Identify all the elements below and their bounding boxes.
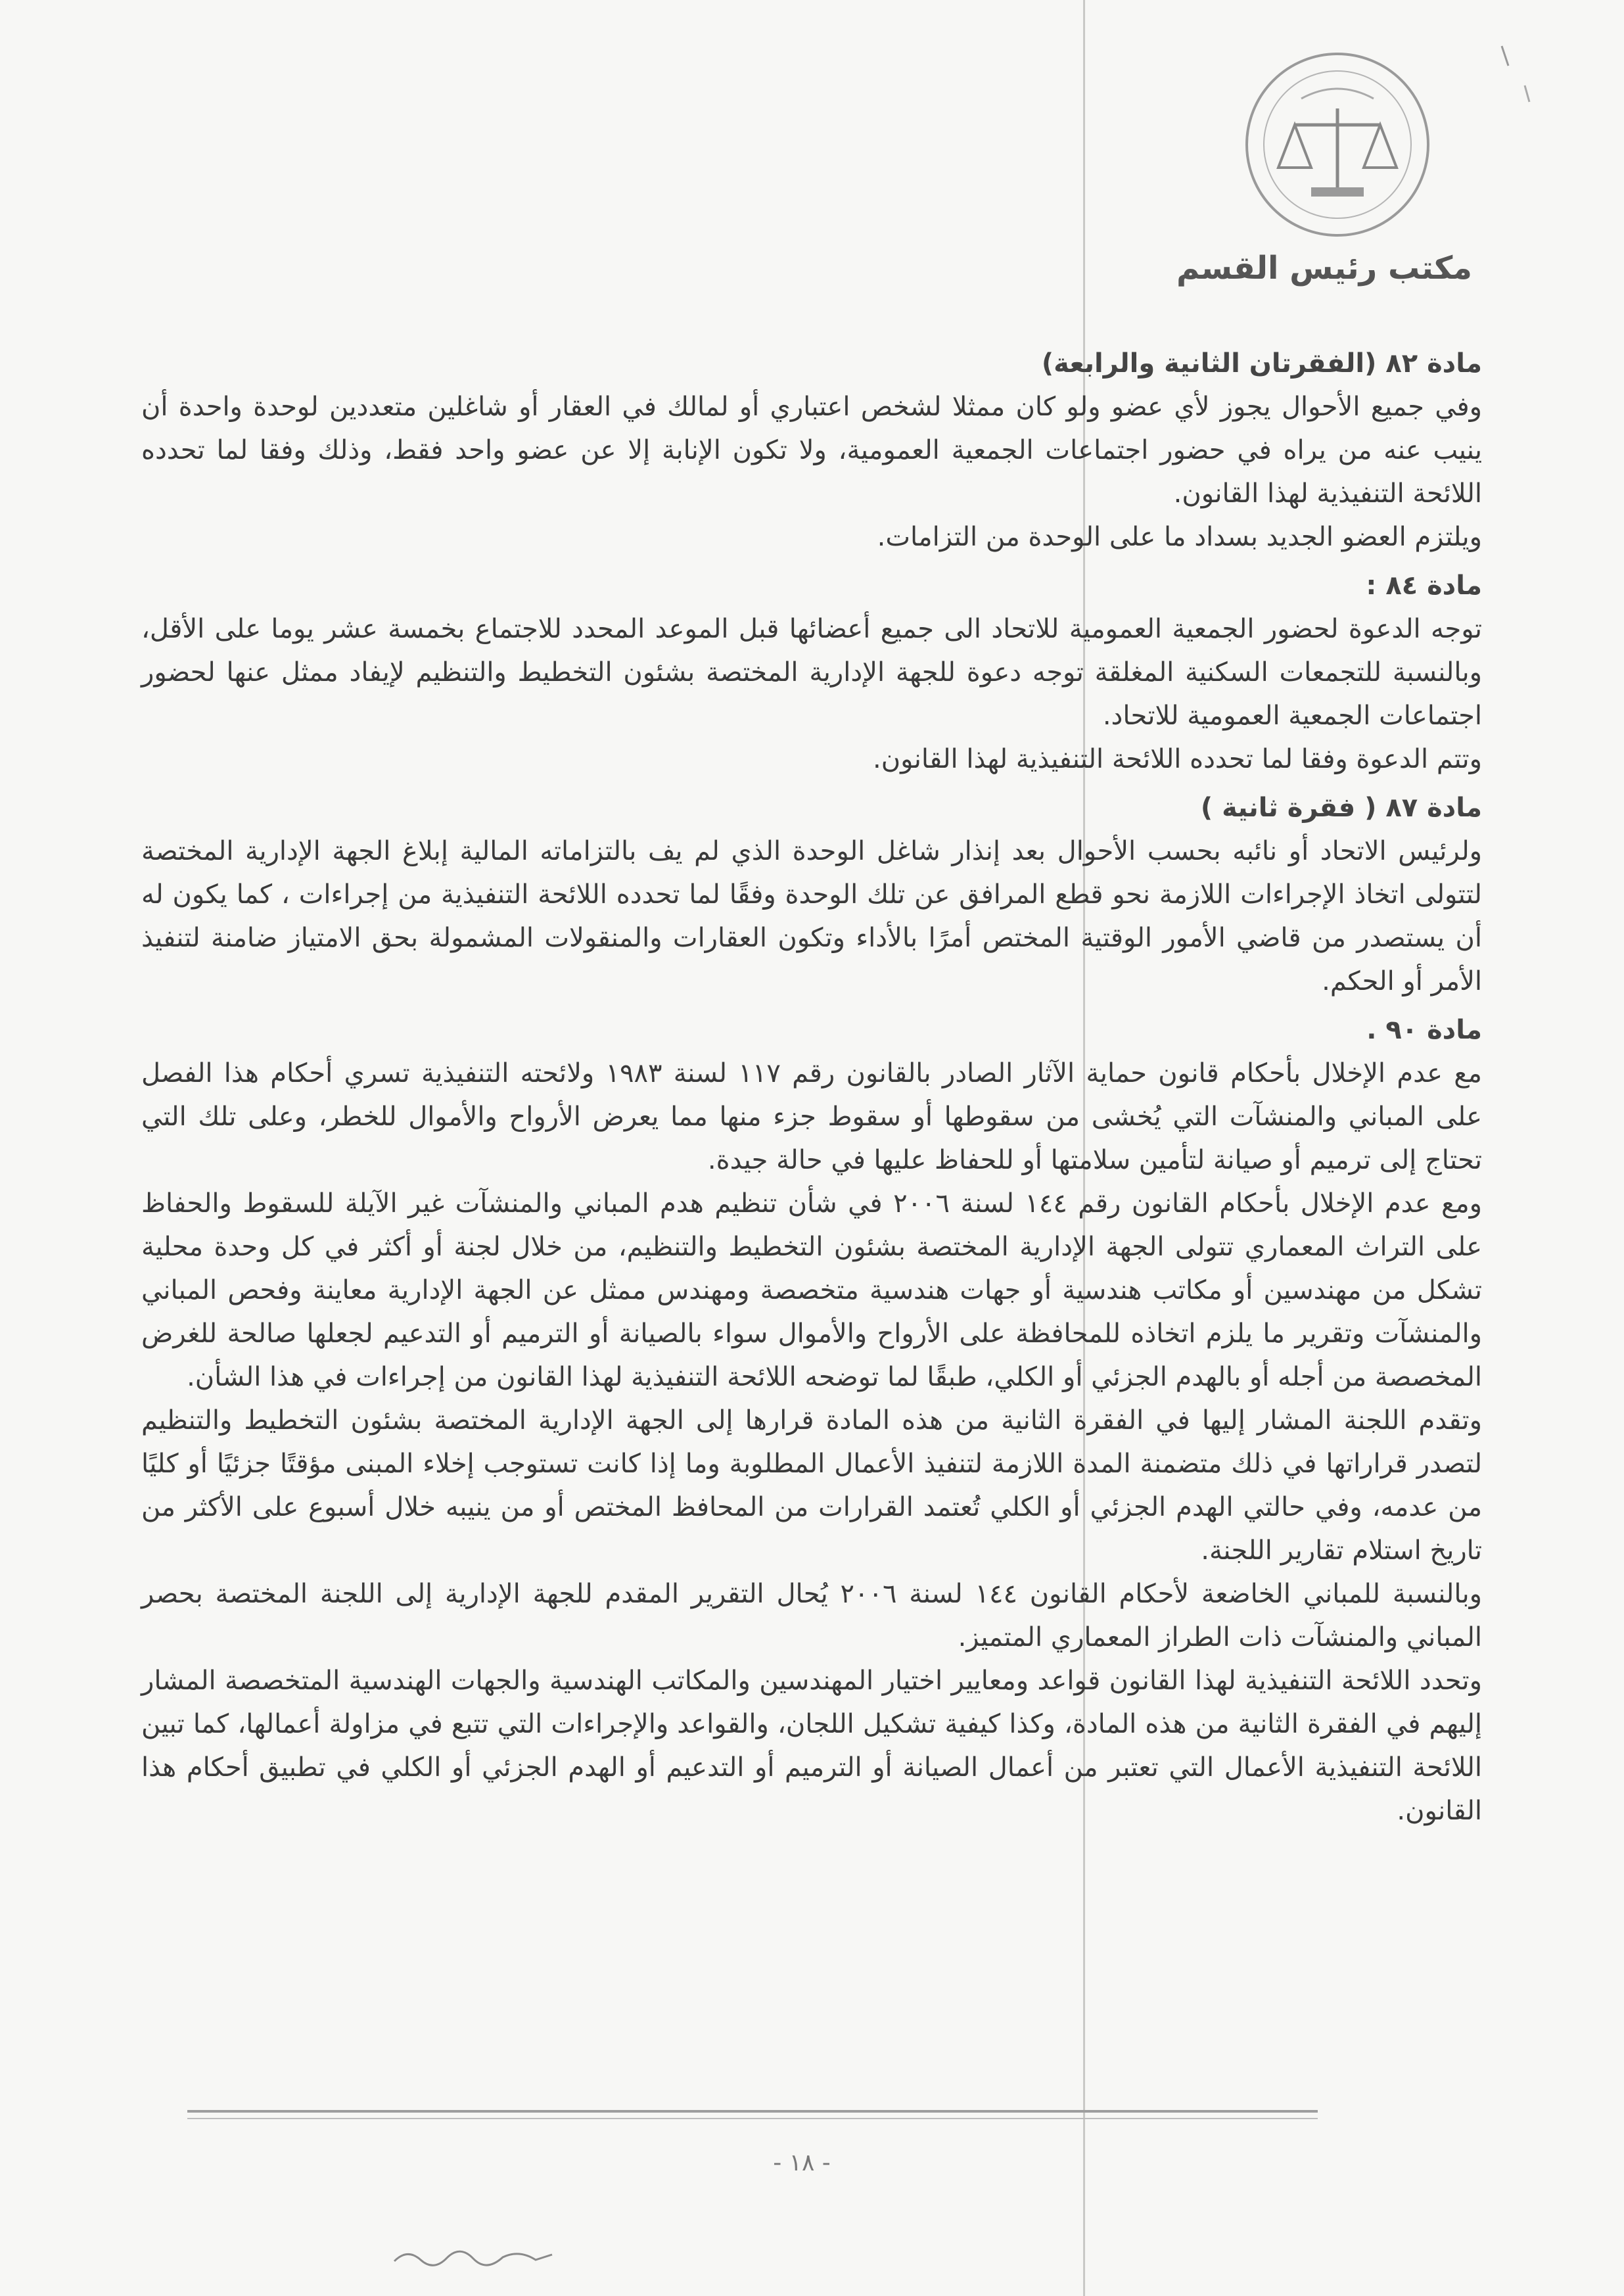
article-paragraph: وتقدم اللجنة المشار إليها في الفقرة الثانية من هذه المادة قرارها إلى الجهة الإدارية المختصة بشئون التخطيط والتنظيم لتصدر قراراتها في ذلك متضمنة المدة اللازمة لتنفيذ الأعمال المطلوبة وما إذا كانت تستوجب إخلاء المبنى مؤقتًا جزئيًا أو كليًا من عدمه، وفي حالتي الهدم الجزئي أو الكلي تُعتمد القرارات من المحافظ المختص أو من ينيبه خلال أسبوع على الأكثر من تاريخ استلام تقارير اللجنة. — [141, 1405, 1482, 1566]
footer-divider-thin — [187, 2118, 1318, 2119]
article-paragraph: ويلتزم العضو الجديد بسداد ما على الوحدة من التزامات. — [877, 522, 1482, 552]
article-heading: مادة ٨٧ ( فقرة ثانية ) — [1200, 793, 1482, 823]
margin-mark-icon — [1489, 39, 1541, 131]
article-heading: مادة ٨٤ : — [1366, 571, 1482, 601]
article-paragraph: وفي جميع الأحوال يجوز لأي عضو ولو كان ممثلا لشخص اعتباري أو لمالك في العقار أو شاغلين متعددين لوحدة واحدة أن ينيب عنه من يراه في حضور اجتماعات الجمعية العمومية، ولا تكون الإنابة إلا عن عضو واحد فقط، وذلك وفقا لما تحدده اللائحة التنفيذية لهذا القانون. — [141, 392, 1482, 509]
article-heading: مادة ٨٢ (الفقرتان الثانية والرابعة) — [1041, 348, 1482, 379]
article-paragraph: وتتم الدعوة وفقا لما تحدده اللائحة التنفيذية لهذا القانون. — [873, 744, 1482, 774]
article-paragraph: وتحدد اللائحة التنفيذية لهذا القانون قواعد ومعايير اختيار المهندسين والمكاتب الهندسية والجهات الهندسية المتخصصة المشار إليهم في الفقرة الثانية من هذه المادة، وكذا كيفية تشكيل اللجان، والقواعد والإجراءات التي تتبع في مزاولة أعمالها، كما تبين اللائحة التنفيذية الأعمال التي تعتبر من أعمال الصيانة أو الترميم أو التدعيم أو الهدم الجزئي أو الكلي في تطبيق أحكام هذا القانون. — [141, 1666, 1482, 1826]
article-84 — [141, 564, 1482, 781]
office-label: مكتب رئيس القسم — [1176, 250, 1473, 287]
article-87 — [141, 786, 1482, 1003]
scales-of-justice-seal-icon — [1239, 46, 1436, 243]
article-paragraph: ولرئيس الاتحاد أو نائبه بحسب الأحوال بعد إنذار شاغل الوحدة الذي لم يف بالتزاماته المالية إبلاغ الجهة الإدارية المختصة لتتولى اتخاذ الإجراءات اللازمة نحو قطع المرافق عن تلك الوحدة وفقًا لما تحدده اللائحة التنفيذية من إجراءات ، كما يكون له أن يستصدر من قاضي الأمور الوقتية المختص أمرًا بالأداء وتكون العقارات والمنقولات المشمولة بحق الامتياز ضامنة لتنفيذ الأمر أو الحكم. — [141, 836, 1482, 996]
article-82 — [141, 342, 1482, 559]
article-paragraph: مع عدم الإخلال بأحكام قانون حماية الآثار الصادر بالقانون رقم ١١٧ لسنة ١٩٨٣ ولائحته التنفيذية تسري أحكام هذا الفصل على المباني والمنشآت التي يُخشى من سقوطها أو سقوط جزء منها مما يعرض الأرواح والأموال للخطر، وعلى تلك التي تحتاج إلى ترميم أو صيانة لتأمين سلامتها أو للحفاظ عليها في حالة جيدة. — [141, 1058, 1482, 1175]
article-heading: مادة ٩٠ . — [1366, 1015, 1482, 1045]
document-body — [141, 342, 1482, 1833]
article-paragraph: وبالنسبة للمباني الخاضعة لأحكام القانون ١٤٤ لسنة ٢٠٠٦ يُحال التقرير المقدم للجهة الإدارية إلى اللجنة المختصة بحصر المباني والمنشآت ذات الطراز المعماري المتميز. — [141, 1579, 1482, 1652]
footer-divider — [187, 2110, 1318, 2113]
page-number: - ١٨ - — [773, 2149, 831, 2176]
article-90 — [141, 1008, 1482, 1833]
handwritten-initials-icon — [388, 2235, 559, 2274]
article-paragraph: توجه الدعوة لحضور الجمعية العمومية للاتحاد الى جميع أعضائها قبل الموعد المحدد للاجتماع بخمسة عشر يوما على الأقل، وبالنسبة للتجمعات السكنية المغلقة توجه دعوة للجهة الإدارية المختصة بشئون التخطيط والتنظيم لإيفاد ممثل عنها لحضور اجتماعات الجمعية العمومية للاتحاد. — [141, 614, 1482, 731]
article-paragraph: ومع عدم الإخلال بأحكام القانون رقم ١٤٤ لسنة ٢٠٠٦ في شأن تنظيم هدم المباني والمنشآت غير الآيلة للسقوط والحفاظ على التراث المعماري تتولى الجهة الإدارية المختصة بشئون التخطيط والتنظيم، من خلال لجنة أو أكثر في كل وحدة محلية تشكل من مهندسين أو مكاتب هندسية أو جهات هندسية متخصصة ومهندس ممثل عن الجهة الإدارية معاينة وفحص المباني والمنشآت وتقرير ما يلزم اتخاذه للمحافظة على الأرواح والأموال سواء بالصيانة أو الترميم أو التدعيم لجعلها صالحة للغرض المخصصة من أجله أو بالهدم الجزئي أو الكلي، طبقًا لما توضحه اللائحة التنفيذية لهذا القانون من إجراءات في هذا الشأن. — [141, 1188, 1483, 1392]
